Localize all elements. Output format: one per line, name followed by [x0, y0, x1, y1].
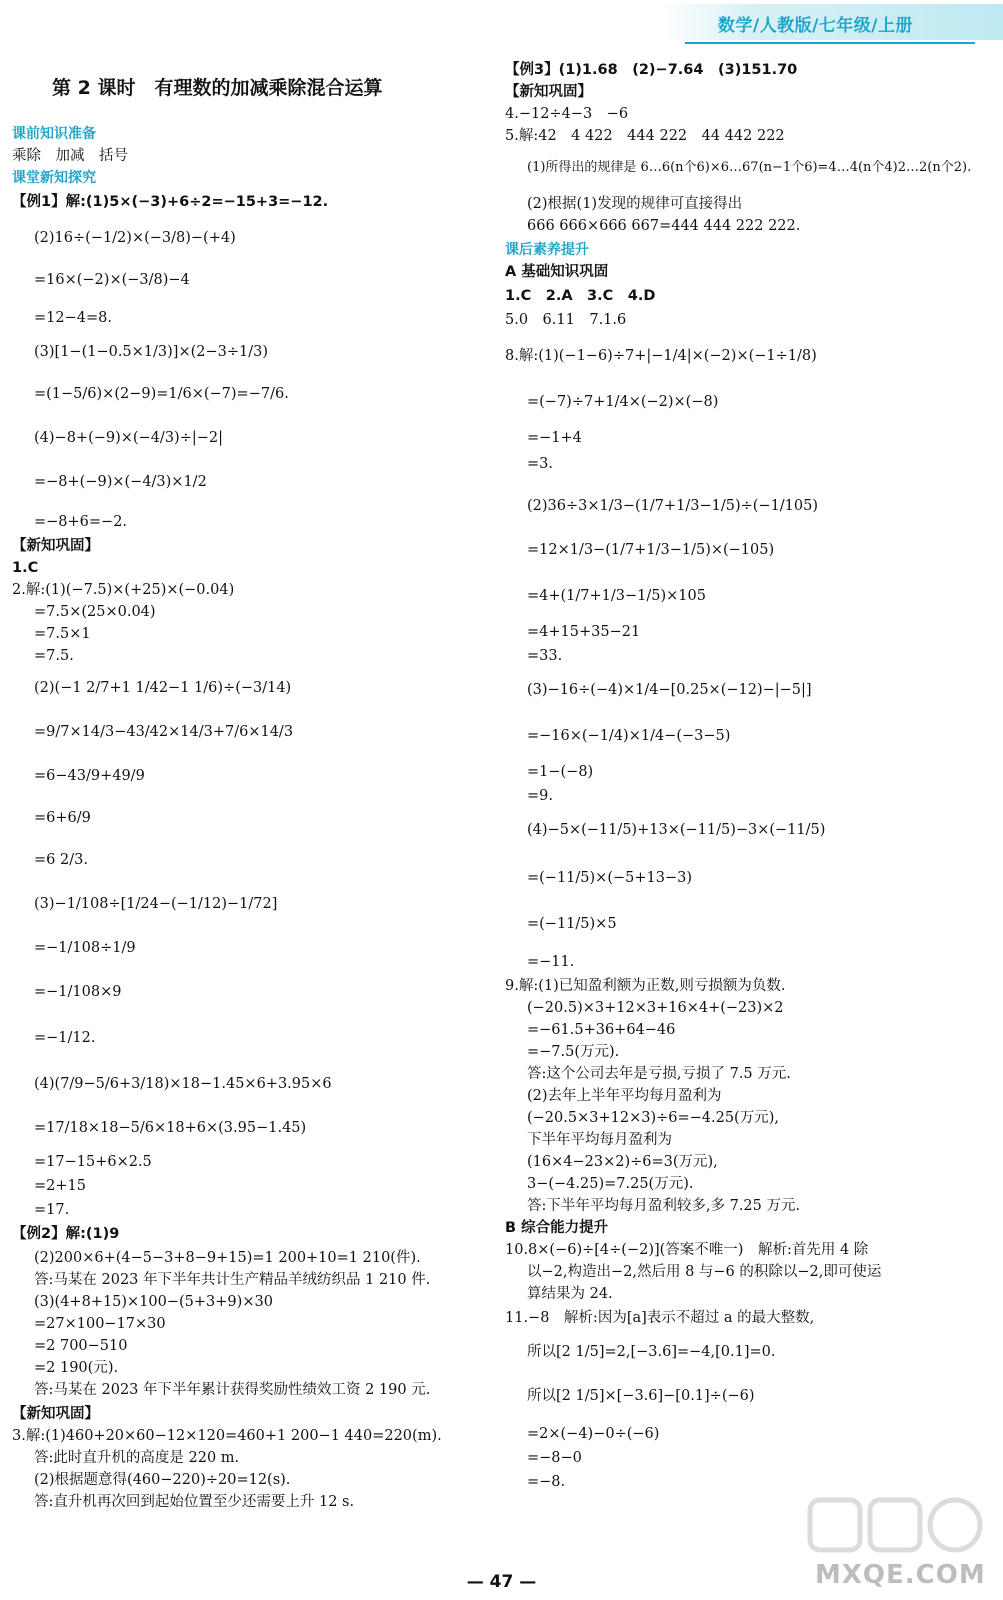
subsection-heading: B 综合能力提升 — [505, 1220, 609, 1236]
answer-line: 1.C 2.A 3.C 4.D — [505, 288, 656, 304]
math-line: =17/18×18−5/6×18+6×(3.95−1.45) — [34, 1120, 307, 1136]
math-line: =−8−0 — [527, 1450, 582, 1466]
math-line: =(−11/5)×5 — [527, 916, 617, 932]
math-line: 666 666×666 667=444 444 222 222. — [527, 218, 801, 234]
math-line: (2)16÷(−1/2)×(−3/8)−(+4) — [34, 230, 236, 246]
math-line: 10.8×(−6)÷[4÷(−2)](答案不唯一) 解析:首先用 4 除 — [505, 1242, 869, 1258]
section-heading: 课前知识准备 — [12, 126, 96, 142]
math-line: (3)−16÷(−4)×1/4−[0.25×(−12)−|−5|] — [527, 682, 812, 698]
math-line: =(−11/5)×(−5+13−3) — [527, 870, 692, 886]
math-line: (3)(4+8+15)×100−(5+3+9)×30 — [34, 1294, 273, 1310]
math-line: (3)−1/108÷[1/24−(−1/12)−1/72] — [34, 896, 278, 912]
math-line: 以−2,构造出−2,然后用 8 与−6 的积除以−2,即可使运 — [527, 1264, 882, 1280]
math-line: (−20.5)×3+12×3+16×4+(−23)×2 — [527, 1000, 784, 1016]
math-line: =6−43/9+49/9 — [34, 768, 145, 784]
math-line: (2)36÷3×1/3−(1/7+1/3−1/5)÷(−1/105) — [527, 498, 819, 514]
math-line: (2)根据(1)发现的规律可直接得出 — [527, 196, 743, 212]
answer-line: 乘除 加减 括号 — [12, 148, 128, 164]
page-number: — 47 — — [466, 1572, 537, 1592]
header-rule — [685, 42, 975, 44]
example-line: 【例1】解:(1)5×(−3)+6÷2=−15+3=−12. — [12, 194, 329, 210]
math-line: 所以[2 1/5]×[−3.6]−[0.1]÷(−6) — [527, 1388, 755, 1404]
math-line: =4+15+35−21 — [527, 624, 641, 640]
math-line: 3.解:(1)460+20×60−12×120=460+1 200−1 440=220(m). — [12, 1428, 442, 1444]
math-line: (4)−8+(−9)×(−4/3)÷|−2| — [34, 430, 223, 446]
math-line: 所以[2 1/5]=2,[−3.6]=−4,[0.1]=0. — [527, 1344, 776, 1360]
math-line: =−1/108×9 — [34, 984, 122, 1000]
math-line: 8.解:(1)(−1−6)÷7+|−1/4|×(−2)×(−1÷1/8) — [505, 348, 817, 364]
answer-line: 答:这个公司去年是亏损,亏损了 7.5 万元. — [527, 1066, 791, 1082]
subsection-heading: A 基础知识巩固 — [505, 264, 609, 280]
math-line: (2)根据题意得(460−220)÷20=12(s). — [34, 1472, 291, 1488]
math-line: 下半年平均每月盈利为 — [527, 1132, 672, 1148]
math-line: =9/7×14/3−43/42×14/3+7/6×14/3 — [34, 724, 294, 740]
math-line: =−1/108÷1/9 — [34, 940, 136, 956]
subsection-heading: 【新知巩固】 — [12, 538, 99, 554]
breadcrumb: 数学/人教版/七年级/上册 — [717, 16, 913, 36]
math-line: 2.解:(1)(−7.5)×(+25)×(−0.04) — [12, 582, 235, 598]
math-line: =16×(−2)×(−3/8)−4 — [34, 272, 190, 288]
math-line: =6+6/9 — [34, 810, 91, 826]
math-line: =−1+4 — [527, 430, 582, 446]
math-line: (2)去年上半年平均每月盈利为 — [527, 1088, 722, 1104]
math-line: 9.解:(1)已知盈利额为正数,则亏损额为负数. — [505, 978, 786, 994]
math-line: =2+15 — [34, 1178, 86, 1194]
math-line: =1−(−8) — [527, 764, 594, 780]
page-header — [0, 0, 1003, 46]
math-line: =(1−5/6)×(2−9)=1/6×(−7)=−7/6. — [34, 386, 289, 402]
math-line: =(−7)÷7+1/4×(−2)×(−8) — [527, 394, 719, 410]
math-line: =17. — [34, 1202, 70, 1218]
math-line: =33. — [527, 648, 563, 664]
math-line: =2 700−510 — [34, 1338, 128, 1354]
example-line: 【例2】解:(1)9 — [12, 1226, 120, 1242]
math-line: =−8+6=−2. — [34, 514, 128, 530]
math-line: =3. — [527, 456, 553, 472]
math-line: (16×4−23×2)÷6=3(万元), — [527, 1154, 718, 1170]
math-line: =−8+(−9)×(−4/3)×1/2 — [34, 474, 207, 490]
answer-line: 答:马某在 2023 年下半年累计获得奖励性绩效工资 2 190 元. — [34, 1382, 431, 1398]
lesson-title: 第 2 课时 有理数的加减乘除混合运算 — [52, 77, 383, 99]
answer-line: 5.解:42 4 422 444 222 44 442 222 — [505, 128, 785, 144]
answer-line: 答:此时直升机的高度是 220 m. — [34, 1450, 240, 1466]
answer-line: 答:马某在 2023 年下半年共计生产精品羊绒纺织品 1 210 件. — [34, 1272, 431, 1288]
math-line: =12×1/3−(1/7+1/3−1/5)×(−105) — [527, 542, 775, 558]
section-heading: 课后素养提升 — [505, 242, 589, 258]
math-line: =27×100−17×30 — [34, 1316, 166, 1332]
section-heading: 课堂新知探究 — [12, 170, 96, 186]
example-line: 【例3】(1)1.68 (2)−7.64 (3)151.70 — [505, 62, 798, 78]
math-line: =−1/12. — [34, 1030, 96, 1046]
answer-line: 答:直升机再次回到起始位置至少还需要上升 12 s. — [34, 1494, 355, 1510]
math-line: (2)200×6+(4−5−3+8−9+15)=1 200+10=1 210(件). — [34, 1250, 421, 1266]
answer-line: 4.−12÷4−3 −6 — [505, 106, 629, 122]
subsection-heading: 【新知巩固】 — [505, 84, 592, 100]
math-line: =−8. — [527, 1474, 566, 1490]
math-line: =2 190(元). — [34, 1360, 119, 1376]
subsection-heading: 【新知巩固】 — [12, 1406, 99, 1422]
watermark-text: MXQE.COM — [815, 1560, 986, 1590]
math-line: (4)(7/9−5/6+3/18)×18−1.45×6+3.95×6 — [34, 1076, 332, 1092]
math-line: (−20.5×3+12×3)÷6=−4.25(万元), — [527, 1110, 779, 1126]
math-line: =7.5×(25×0.04) — [34, 604, 156, 620]
math-line: =17−15+6×2.5 — [34, 1154, 152, 1170]
math-line: (1)所得出的规律是 6…6(n个6)×6…67(n−1个6)=4…4(n个4)2…2(n个2). — [527, 160, 972, 175]
answer-line: 5.0 6.11 7.1.6 — [505, 312, 627, 328]
math-line: 3−(−4.25)=7.25(万元). — [527, 1176, 694, 1192]
math-line: =9. — [527, 788, 553, 804]
math-line: =−7.5(万元). — [527, 1044, 620, 1060]
math-line: =−11. — [527, 954, 575, 970]
math-line: (2)(−1 2/7+1 1/42−1 1/6)÷(−3/14) — [34, 680, 292, 696]
math-line: =6 2/3. — [34, 852, 88, 868]
math-line: =4+(1/7+1/3−1/5)×105 — [527, 588, 706, 604]
answer-line: 答:下半年平均每月盈利较多,多 7.25 万元. — [527, 1198, 801, 1214]
math-line: =7.5×1 — [34, 626, 91, 642]
math-line: (3)[1−(1−0.5×1/3)]×(2−3÷1/3) — [34, 344, 269, 360]
math-line: =12−4=8. — [34, 310, 112, 326]
math-line: =7.5. — [34, 648, 74, 664]
math-line: (4)−5×(−11/5)+13×(−11/5)−3×(−11/5) — [527, 822, 826, 838]
math-line: 算结果为 24. — [527, 1286, 613, 1302]
answer-line: 1.C — [12, 560, 39, 576]
math-line: =2×(−4)−0÷(−6) — [527, 1426, 660, 1442]
math-line: =−61.5+36+64−46 — [527, 1022, 676, 1038]
math-line: =−16×(−1/4)×1/4−(−3−5) — [527, 728, 731, 744]
math-line: 11.−8 解析:因为[a]表示不超过 a 的最大整数, — [505, 1310, 815, 1326]
